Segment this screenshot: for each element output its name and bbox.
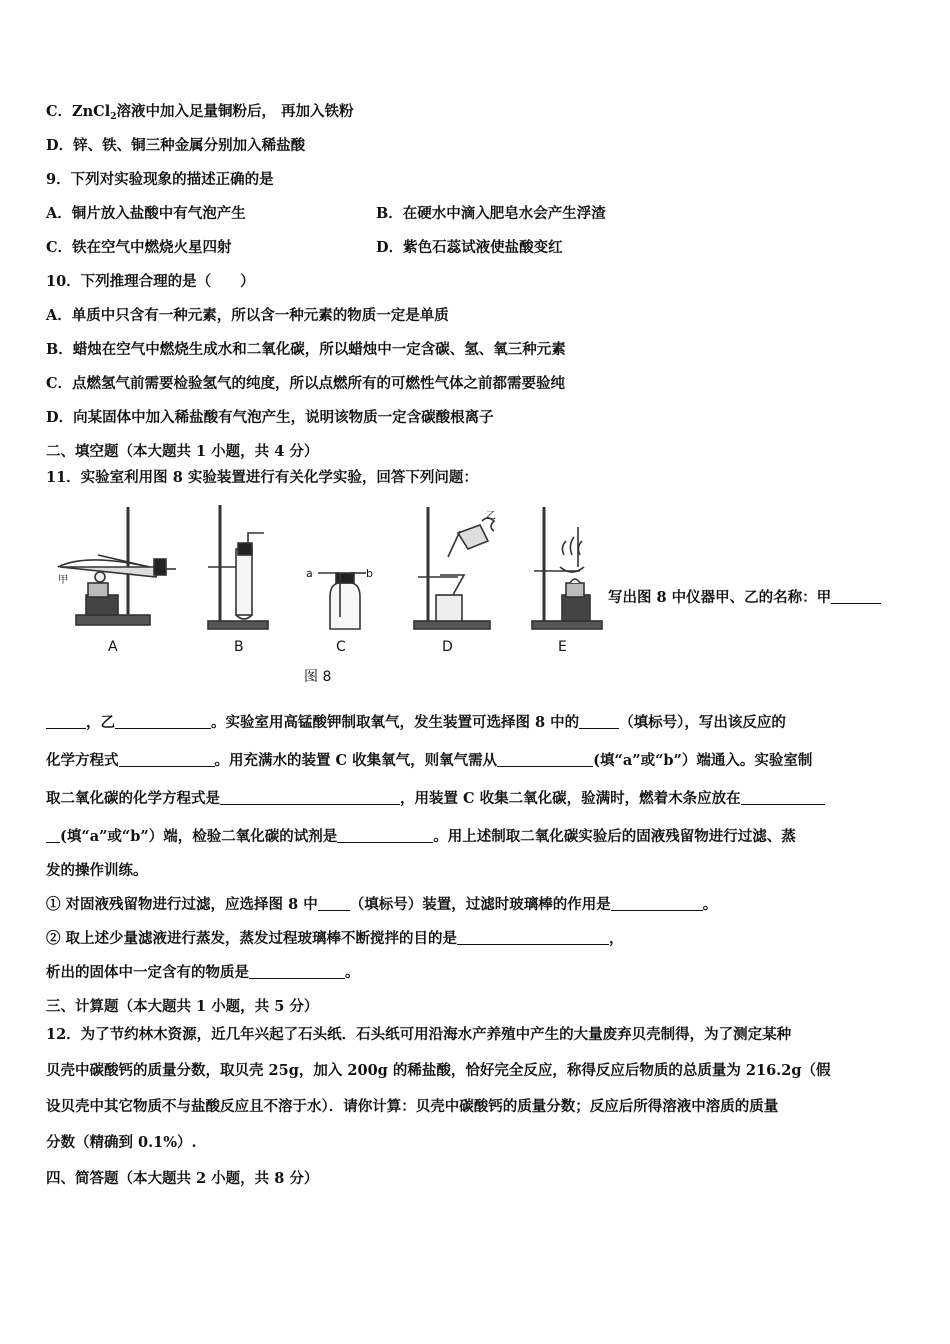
q11-line-3: 取二氧化碳的化学方程式是 ，用装置 C 收集二氧化碳，验满时，燃着木条应放在 <box>46 789 825 809</box>
q11-line-4: (填“a”或“b”）端，检验二氧化碳的试剂是 。用上述制取二氧化碳实验后的固液残留物进行过滤、蒸 <box>46 827 796 847</box>
apparatus-d <box>414 507 496 629</box>
q11-part-2: ② 取上述少量滤液进行蒸发，蒸发过程玻璃棒不断搅拌的目的是 ， <box>46 930 624 947</box>
label-yi: 乙 <box>486 511 496 522</box>
q12-line-4: 分数（精确到 0.1%）. <box>46 1134 197 1151</box>
section-3-title: 三、计算题（本大题共 1 小题，共 5 分） <box>46 998 319 1015</box>
q11-line-5: 发的操作训练。 <box>46 862 148 879</box>
blank-co2-port-cont[interactable] <box>46 828 60 843</box>
q9-option-b: B．在硬水中滴入肥皂水会产生浮渣 <box>376 205 606 222</box>
apparatus-c <box>306 567 373 629</box>
figure-8-apparatus <box>48 497 604 697</box>
figure-label-c: C <box>336 639 346 655</box>
q8-option-c: C．ZnCl$_2$溶液中加入足量铜粉后， 再加入铁粉 <box>46 103 354 122</box>
q12-line-2: 贝壳中碳酸钙的质量分数，取贝壳 25g，加入 200g 的稀盐酸，恰好完全反应，称得反应后物质的总质量为 216.2g（假 <box>46 1062 831 1079</box>
apparatus-b <box>208 505 268 629</box>
q11-line-2: 化学方程式 。用充满水的装置 C 收集氧气，则氧气需从 (填“a”或“b”）端通入。实验室制 <box>46 752 813 769</box>
q12-line-1: 12．为了节约林木资源，近几年兴起了石头纸．石头纸可用沿海水产养殖中产生的大量废弃贝壳制得，为了测定某种 <box>46 1026 792 1043</box>
figure-label-a: A <box>108 639 118 655</box>
blank-stir-purpose[interactable] <box>457 930 609 945</box>
blank-o2-equation[interactable] <box>119 752 215 767</box>
section-2-title: 二、填空题（本大题共 1 小题，共 4 分） <box>46 443 319 460</box>
q9-option-a: A．铜片放入盐酸中有气泡产生 <box>46 205 246 222</box>
q11-part-3: 析出的固体中一定含有的物质是 。 <box>46 964 360 981</box>
figure-label-d: D <box>442 639 453 655</box>
q9-option-c: C．铁在空气中燃烧火星四射 <box>46 239 232 256</box>
q10-option-c: C．点燃氢气前需要检验氢气的纯度，所以点燃所有的可燃性气体之前都需要验纯 <box>46 375 566 392</box>
blank-jia[interactable] <box>831 589 881 604</box>
section-4-title: 四、简答题（本大题共 2 小题，共 8 分） <box>46 1170 319 1187</box>
blank-o2-apparatus[interactable] <box>579 714 619 729</box>
q10-stem: 10．下列推理合理的是（ ） <box>46 273 255 290</box>
blank-jia-cont[interactable] <box>46 714 86 729</box>
q12-line-3: 设贝壳中其它物质不与盐酸反应且不溶于水）．请你计算：贝壳中碳酸钙的质量分数；反应后所得溶液中溶质的质量 <box>46 1098 779 1115</box>
q9-option-d: D．紫色石蕊试液使盐酸变红 <box>376 239 563 256</box>
port-b-label: b <box>366 567 373 580</box>
q11-part-1: ① 对固液残留物进行过滤，应选择图 8 中 （填标号）装置，过滤时玻璃棒的作用是 。 <box>46 896 718 913</box>
label-jia: 甲 <box>58 575 68 586</box>
q10-option-a: A．单质中只含有一种元素，所以含一种元素的物质一定是单质 <box>46 307 449 324</box>
blank-co2-equation[interactable] <box>220 790 400 805</box>
blank-o2-port[interactable] <box>497 752 593 767</box>
q8-option-d: D．锌、铁、铜三种金属分别加入稀盐酸 <box>46 137 306 154</box>
figure-label-b: B <box>234 639 244 655</box>
q10-option-d: D．向某固体中加入稀盐酸有气泡产生，说明该物质一定含碳酸根离子 <box>46 409 494 426</box>
port-a-label: a <box>306 567 313 580</box>
blank-rod-role[interactable] <box>611 896 703 911</box>
blank-co2-port[interactable] <box>741 790 825 805</box>
q11-figure-side-text: 写出图 8 中仪器甲、乙的名称：甲 <box>608 588 881 608</box>
blank-yi[interactable] <box>115 714 211 729</box>
apparatus-e <box>532 507 602 629</box>
blank-solid-substance[interactable] <box>249 964 345 979</box>
blank-co2-reagent[interactable] <box>337 828 433 843</box>
blank-filter-apparatus[interactable] <box>318 896 350 911</box>
figure-label-e: E <box>558 639 567 655</box>
q9-stem: 9．下列对实验现象的描述正确的是 <box>46 171 274 188</box>
figure-caption: 图 8 <box>304 669 332 685</box>
q10-option-b: B．蜡烛在空气中燃烧生成水和二氧化碳，所以蜡烛中一定含碳、氢、氧三种元素 <box>46 341 566 358</box>
q11-stem: 11．实验室利用图 8 实验装置进行有关化学实验，回答下列问题： <box>46 469 478 486</box>
q11-line-1: ，乙 。实验室用高锰酸钾制取氧气，发生装置可选择图 8 中的 （填标号），写出该反应的 <box>46 713 786 733</box>
apparatus-a <box>58 507 176 625</box>
